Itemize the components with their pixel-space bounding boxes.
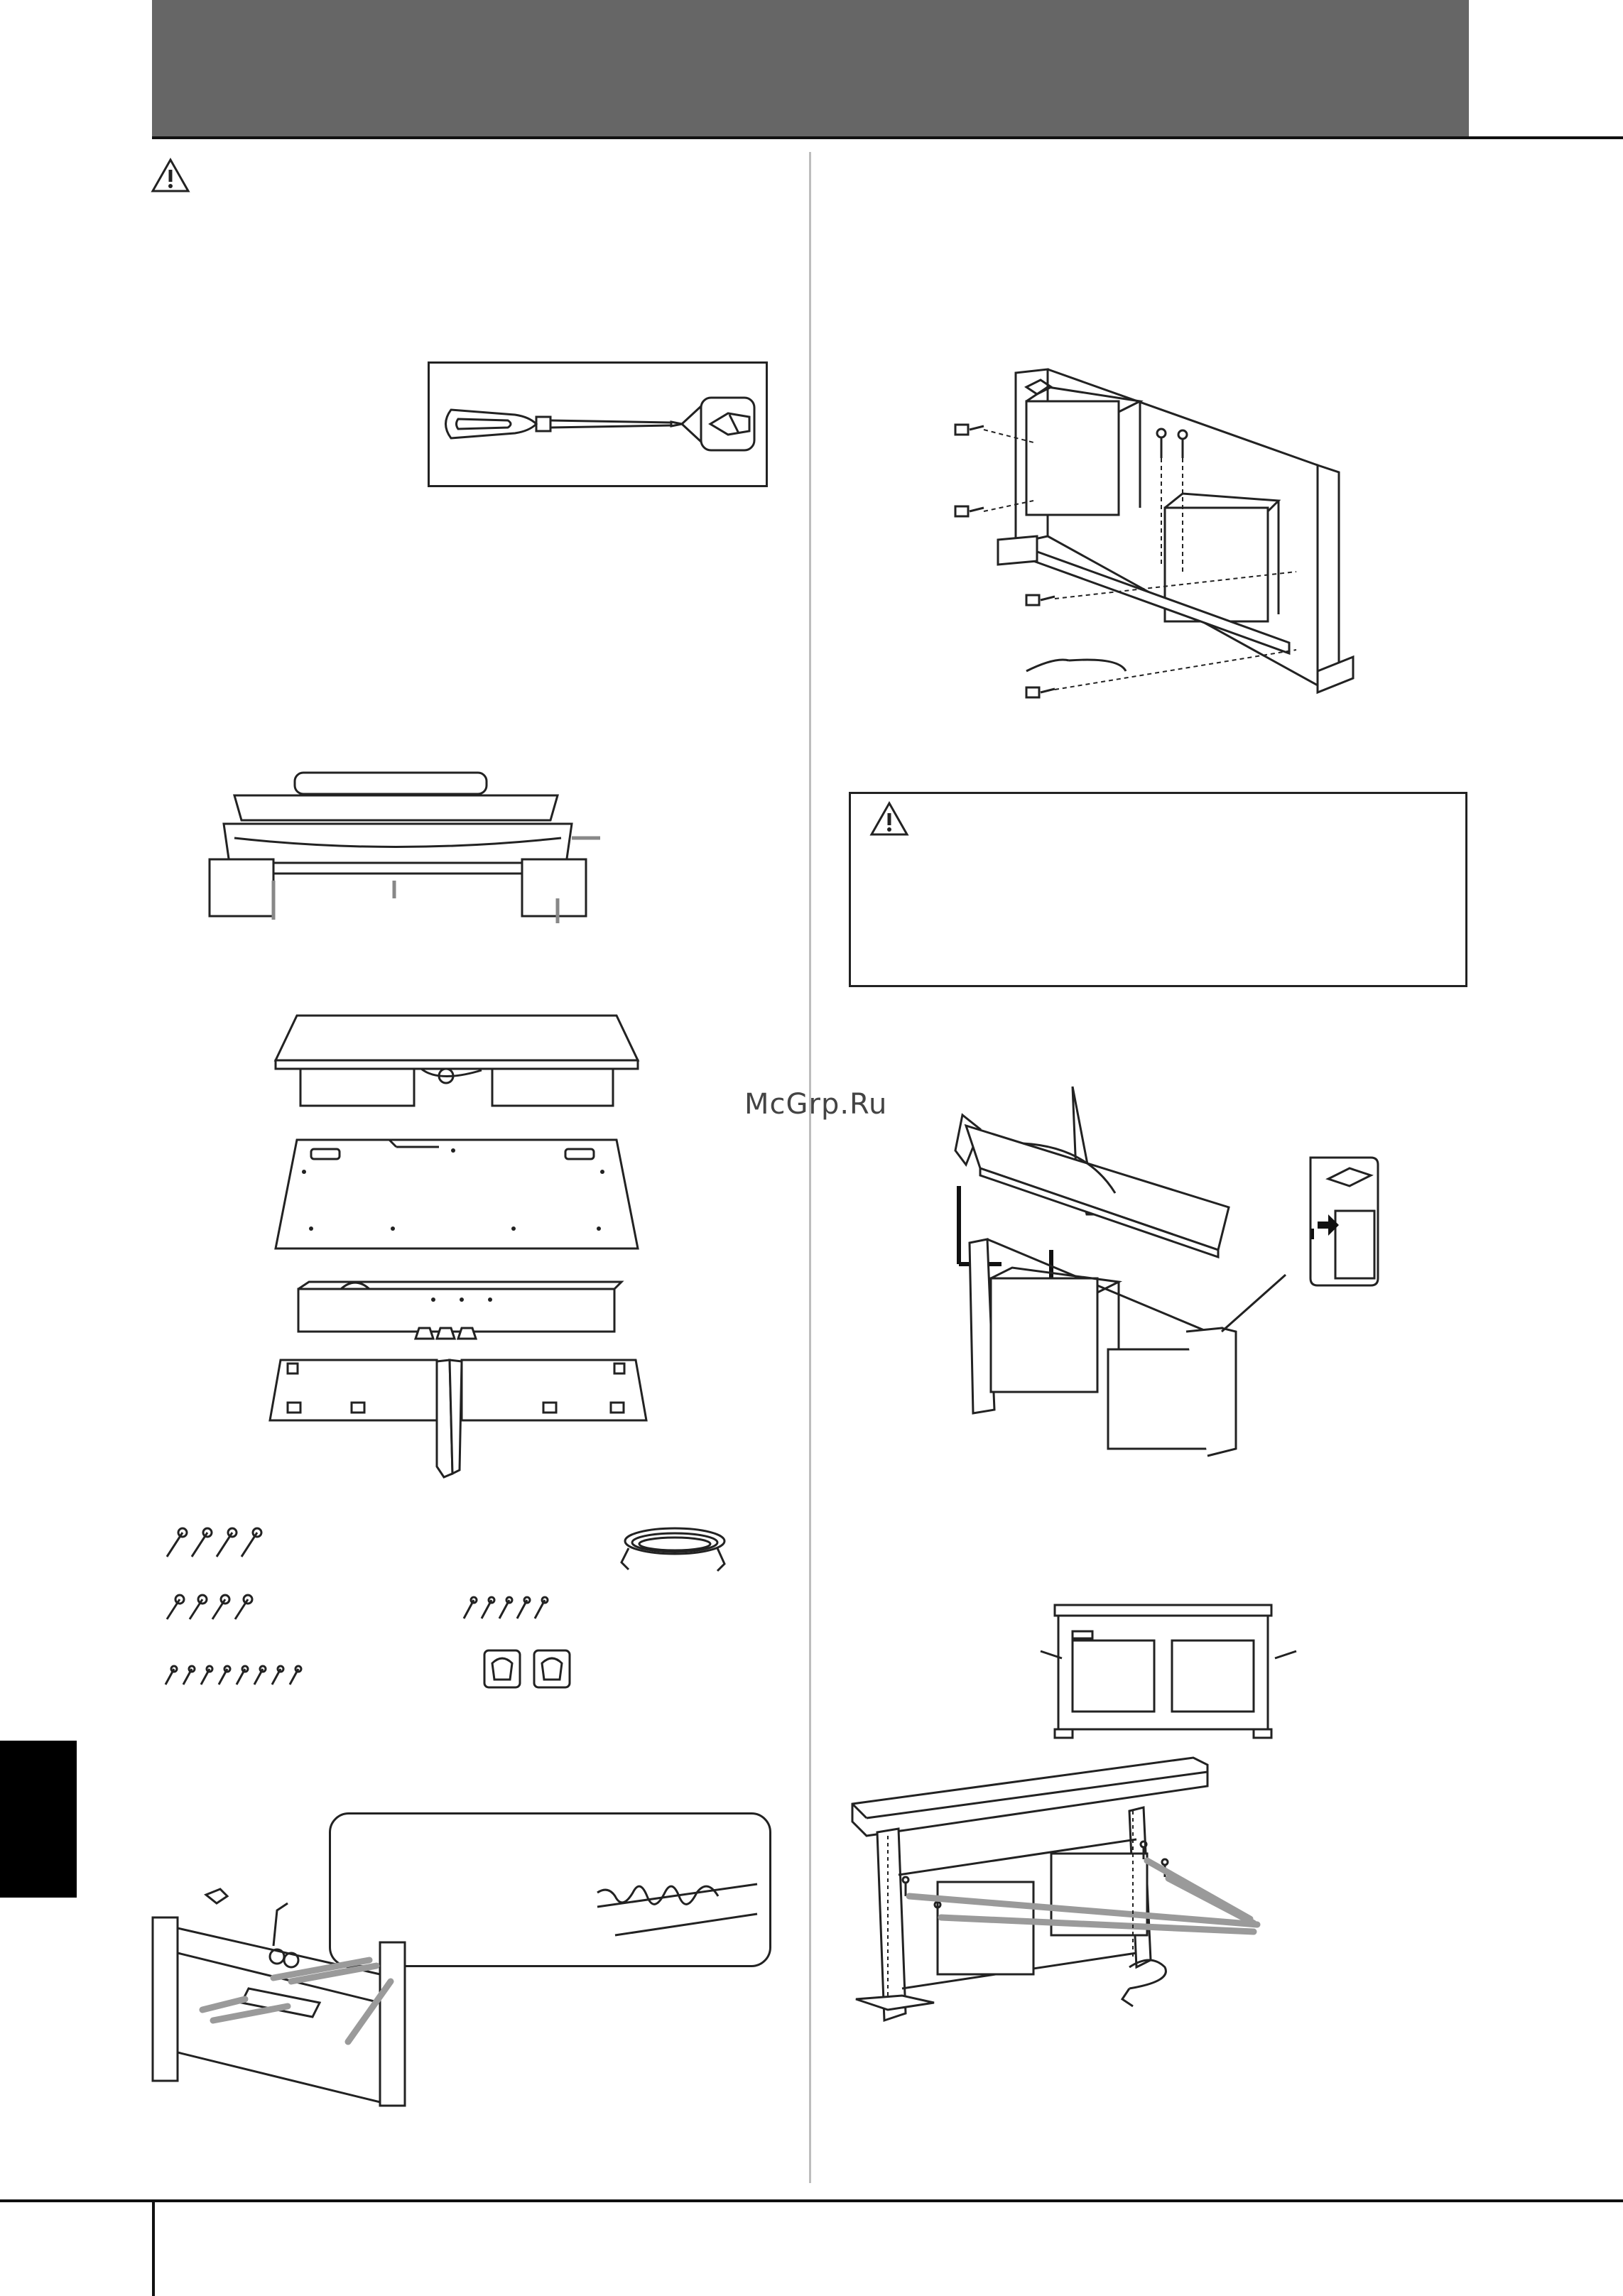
caution-box — [849, 792, 1467, 987]
header-bar — [152, 0, 1469, 138]
side-panel-box-assembly-illustration — [955, 359, 1353, 707]
packed-piano-illustration — [202, 767, 607, 923]
side-panels-illustration — [266, 1353, 650, 1481]
stand-front-view-illustration — [1041, 1601, 1296, 1740]
pedal-box-illustration — [291, 1282, 621, 1339]
screws-medium-set — [160, 1592, 266, 1624]
screwdriver-icon — [437, 392, 760, 456]
power-cord-icon — [611, 1520, 739, 1577]
warning-triangle-icon — [151, 158, 190, 193]
screws-large-set — [160, 1527, 273, 1562]
watermark: McGrp.Ru — [744, 1088, 888, 1121]
screwdriver-illustration-box — [428, 361, 768, 487]
column-divider — [809, 152, 811, 2183]
warning-triangle-icon — [869, 801, 909, 837]
main-unit-illustration — [268, 1012, 645, 1111]
frame-assembly-illustration — [149, 1875, 519, 2138]
footer-page-divider — [152, 2199, 155, 2296]
side-section-tab[interactable] — [0, 1741, 77, 1898]
header-rule — [152, 136, 1623, 139]
footer-rule — [0, 2199, 1623, 2202]
cord-coil-icon — [594, 1864, 764, 1942]
lifting-main-unit-illustration — [923, 1087, 1378, 1463]
screws-thin-set — [458, 1594, 561, 1623]
piano-assembled-screws-illustration — [845, 1754, 1271, 2038]
cord-holder-icon — [482, 1648, 574, 1692]
screws-small-set — [160, 1663, 309, 1689]
back-board-illustration — [268, 1136, 645, 1257]
